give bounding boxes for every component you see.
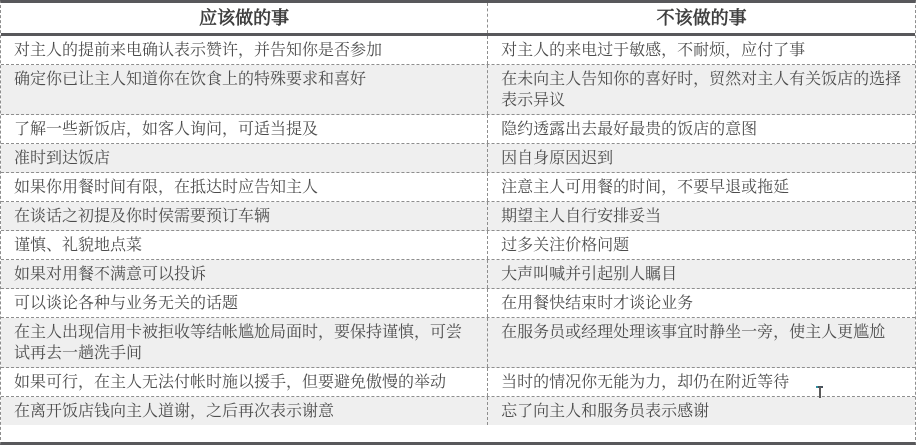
dont-cell: 对主人的来电过于敏感，不耐烦，应付了事 [501, 42, 806, 59]
table-row [1, 115, 915, 144]
dont-cell: 在用餐快结束时才谈论业务 [501, 295, 694, 312]
table-row [1, 202, 915, 231]
table-row [1, 144, 915, 173]
dont-cell: 忘了向主人和服务员表示感谢 [501, 403, 710, 420]
table-row [1, 36, 915, 65]
do-cell: 了解一些新饭店，如客人询问，可适当提及 [1, 115, 488, 143]
dont-cell: 当时的情况你无能为力，却仍在附近等待 [501, 374, 790, 391]
dont-cell: 注意主人可用餐的时间，不要早退或拖延 [501, 179, 790, 196]
header-dont-column: 不该做的事 [656, 8, 747, 28]
table-body [1, 36, 915, 425]
table-row [1, 231, 915, 260]
table-row [1, 289, 915, 318]
dont-cell: 因自身原因迟到 [501, 150, 614, 167]
table-row [1, 318, 915, 368]
do-cell: 如果对用餐不满意可以投诉 [1, 260, 488, 288]
table-row [1, 65, 915, 115]
table-row [1, 173, 915, 202]
dont-cell: 在未向主人告知你的喜好时，贸然对主人有关饭店的选择表示异议 [501, 71, 902, 109]
text-cursor-artifact [816, 386, 823, 398]
dont-cell: 隐约透露出去最好最贵的饭店的意图 [501, 121, 758, 138]
header-do-column: 应该做的事 [1, 3, 488, 33]
dont-cell: 大声叫喊并引起别人瞩目 [501, 266, 678, 283]
do-cell: 确定你已让主人知道你在饮食上的特殊要求和喜好 [1, 65, 488, 114]
dont-cell: 在服务员或经理处理该事宜时静坐一旁，使主人更尴尬 [501, 324, 886, 341]
table-row [1, 368, 915, 397]
do-cell: 可以谈论各种与业务无关的话题 [1, 289, 488, 317]
do-cell: 如果你用餐时间有限，在抵达时应告知主人 [1, 173, 488, 201]
do-cell: 谨慎、礼貌地点菜 [1, 231, 488, 259]
do-cell: 如果可行，在主人无法付帐时施以援手，但要避免傲慢的举动 [1, 368, 488, 396]
dont-cell: 过多关注价格问题 [501, 237, 630, 254]
table-row [1, 397, 915, 425]
dont-cell: 期望主人自行安排妥当 [501, 208, 662, 225]
do-cell: 准时到达饭店 [1, 144, 488, 172]
table-row [1, 260, 915, 289]
do-cell: 在离开饭店钱向主人道谢，之后再次表示谢意 [1, 397, 488, 425]
do-cell: 在主人出现信用卡被拒收等结帐尴尬局面时，要保持谨慎，可尝试再去一趟洗手间 [1, 318, 488, 367]
table-header-row [1, 3, 915, 36]
do-cell: 对主人的提前来电确认表示赞许，并告知你是否参加 [1, 36, 488, 64]
do-cell: 在谈话之初提及你时侯需要预订车辆 [1, 202, 488, 230]
